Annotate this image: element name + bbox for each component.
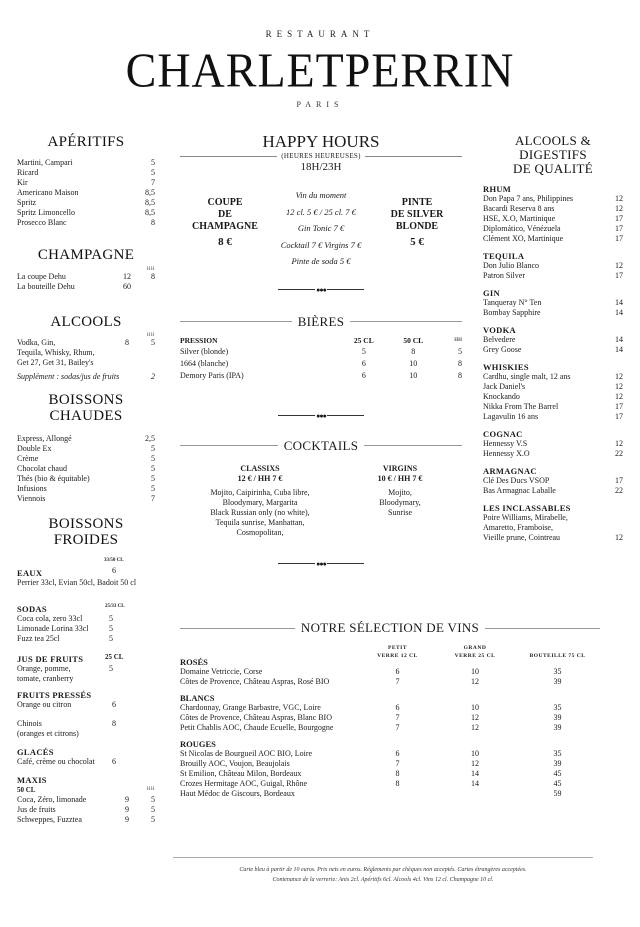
divider-line [173,857,593,858]
boissons-froides-title: BOISSONS FROIDES [48,516,124,548]
wines-header: PETIT VERRE 12 CL GRAND VERRE 25 CL BOUTEILLE 75 CL [377,645,586,659]
eaux-section: 33/50 CL EAUX 6 Perrier 33cl, Evian 50cl, Badoit 50 cl [17,560,155,588]
happy-hours-time: 18H/23H [300,161,342,173]
menu-item-line: Tequila, Whisky, Rhum, [17,348,95,357]
right-column [483,130,623,543]
table-row: Haut Médoc de Giscours, Bordeaux 59 [180,789,562,798]
menu-item: Viennois 7 [17,494,155,503]
hh-column-label: HH [146,333,155,338]
menu-item: Express, Allongé 2,5 [17,434,155,443]
menu-item: Chocolat chaud 5 [17,464,155,473]
menu-item: Schweppes, Fuzztea 9 5 [17,815,155,824]
menu-item: Coca cola, zero 33cl 5 [17,614,113,623]
table-row: Côtes de Provence, Château Aspras, Rosé BIO 7 12 39 [180,677,562,686]
menu-item: Bas Armagnac Laballe 22 [483,486,623,495]
menu-item: HSE, X.O, Martinique 17 [483,214,623,223]
menu-item: Nikka From The Barrel 17 [483,402,623,411]
menu-item: Bombay Sapphire 14 [483,308,623,317]
menu-item: Orange ou citron 6 [17,700,116,709]
offer-list: Vin du moment 12 cl. 5 € / 25 cl. 7 € Gin Tonic 7 € Cocktail 7 € Virgins 7 € Pinte de soda 5 € [280,190,362,266]
gin-group: GIN Tanqueray N° Ten 14 Bombay Sapphire 14 [483,288,623,317]
brand-city: PARIS [296,100,344,109]
happy-hours-section [180,133,462,294]
table-row: Domaine Vetriccie, Corse 6 10 35 [180,667,562,676]
vodka-group: VODKA Belvedere 14 Grey Goose 14 [483,325,623,354]
presses-section: FRUITS PRESSÉS Orange ou citron 6 Chinois 8 (oranges et citrons) [17,690,155,739]
wine-category-rouges: ROUGES [180,739,216,749]
armagnac-group: ARMAGNAC Clé Des Ducs VSOP 17 Bas Armagnac Laballe 22 [483,466,623,495]
menu-item: Jus de fruits 9 5 [17,805,155,814]
table-row: Demory Paris (IPA) 6 10 8 [180,370,462,380]
divider-line [180,321,292,322]
menu-item: Bacardi Reserva 8 ans 12 [483,204,623,213]
maxis-section: MAXIS 50 CL HH Coca, Zéro, limonade 9 5 Jus de fruits 9 5 Schweppes, Fuzztea 9 5 [17,775,155,824]
menu-item: Cardhu, single malt, 12 ans 12 [483,372,623,381]
cognac-group: COGNAC Hennessy V.S 12 Hennessy X.O 22 [483,429,623,458]
divider-line [364,445,462,446]
divider-line [180,156,277,157]
digestifs-title: ALCOOLS & DIGESTIFS DE QUALITÉ [513,133,593,176]
menu-item: Vieille prune, Cointreau 12 [483,533,623,542]
eaux-desc: Perrier 33cl, Evian 50cl, Badoit 50 cl [17,578,137,587]
menu-item: Ricard 5 [17,168,155,177]
middle-column [180,130,462,568]
menu-item: Spritz Limoncello 8,5 [17,208,155,217]
menu-item: Grey Goose 14 [483,345,623,354]
cocktails-virgins: VIRGINS 10 € / HH 7 € Mojito, Bloodymary, Sunrise [377,463,423,517]
bieres-section [180,314,462,420]
happy-hours-subtitle: (HEURES HEUREUSES) [281,152,361,160]
table-row: Crozes Hermitage AOC, Guigal, Rhône 8 14 45 [180,779,562,788]
footer [173,857,593,885]
supplement-item: Supplément : sodas/jus de fruits 2 [17,372,155,381]
menu-item: Jack Daniel's 12 [483,382,623,391]
divider-line [180,628,295,629]
menu-item: Patron Silver 17 [483,271,623,280]
menu-item: Don Julio Blanco 12 [483,261,623,270]
menu-item: Diplomático, Vénézuela 17 [483,224,623,233]
menu-item: Limonade Lorina 33cl 5 [17,624,113,633]
bieres-table: PRESSION 25 CL 50 CL HH Silver (blonde) 5 8 5 1664 (blanche) 6 10 8 Demory Paris (IPA) 6 10 8 [180,335,462,380]
ornament-divider-icon: ●●● [278,560,364,568]
offer-pinte: PINTE DE SILVER BLONDE 5 € [390,197,444,248]
menu-item-line: Get 27, Get 31, Bailey's [17,358,94,367]
cocktails-classics: CLASSIXS 12 € / HH 7 € Mojito, Caipirinha, Cuba libre, Bloodymary, Margarita Black Russian only (no white), Tequila sunrise, Manhattan, Cosmopolitan, [210,463,310,537]
wine-category-blancs: BLANCS [180,693,215,703]
menu-item: Coca, Zéro, limonade 9 5 [17,795,155,804]
sodas-section: SODAS 25/33 CL Coca cola, zero 33cl 5 Limonade Lorina 33cl 5 Fuzz tea 25cl 5 [17,602,155,644]
brand-name: CHARLETPERRIN [125,43,515,98]
bieres-title: BIÈRES [297,313,345,329]
aperitifs-list [17,158,155,228]
menu-item: Tanqueray N° Ten 14 [483,298,623,307]
menu-item: Double Ex 5 [17,444,155,453]
menu-item: Clé Des Ducs VSOP 17 [483,476,623,485]
table-row: Chardonnay, Grange Barbastre, VGC, Loire 6 10 35 [180,703,562,712]
menu-item: Crème 5 [17,454,155,463]
cocktails-title: COCKTAILS [283,437,359,453]
menu-item: Infusions 5 [17,484,155,493]
menu-item: Thés (bio & équitable) 5 [17,474,155,483]
wines-title: NOTRE SÉLECTION DE VINS [300,620,480,635]
menu-item: Fuzz tea 25cl 5 [17,634,113,643]
table-row: Côtes de Provence, Château Aspras, Blanc BIO 7 12 39 [180,713,562,722]
cocktails-section [180,438,462,568]
table-row: St Emilion, Château Milon, Bordeaux 8 14 45 [180,769,562,778]
menu-item: Don Papa 7 ans, Philippines 12 [483,194,623,203]
menu-item: Vodka, Gin, 8 5 [17,338,155,347]
menu-item: Clément XO, Martinique 17 [483,234,623,243]
table-row: 1664 (blanche) 6 10 8 [180,358,462,368]
menu-item: Prosecco Blanc 8 [17,218,155,227]
happy-hours-title: HAPPY HOURS [262,132,380,151]
menu-item: Chinois 8 [17,719,116,728]
menu-item: La bouteille Dehu 60 [17,282,131,291]
menu-item: La coupe Dehu 12 8 [17,272,155,281]
menu-item: Martini, Campari 5 [17,158,155,167]
menu-item: Hennessy X.O 22 [483,449,623,458]
alcools-title: ALCOOLS [50,314,122,330]
divider-line [485,628,600,629]
ornament-divider-icon: ●●● [278,286,364,294]
divider-line [180,445,278,446]
inclassables-group: LES INCLASSABLES Poire Williams, Mirabelle, Amaretto, Framboise, Vieille prune, Cointreau 12 [483,503,623,542]
menu-item: Americano Maison 8,5 [17,188,155,197]
ornament-divider-icon: ●●● [278,412,364,420]
footer-note: Carte bleu à partir de 10 euros. Prix nets en euros. Réglements par chèques non acceptés. Cartes étrangères acceptées. Contenance de la verrerie: Anis 2cl. Apéritifs 6cl. Alcools 4cl. Vins 12 cl. Champagne 10 cl. [239,867,527,883]
tequila-group: TEQUILA Don Julio Blanco 12 Patron Silver 17 [483,251,623,280]
left-column [17,130,155,825]
menu-item: Belvedere 14 [483,335,623,344]
menu-item: Café, crème ou chocolat 6 [17,757,116,766]
brand-restaurant-label: RESTAURANT [265,29,375,39]
eaux-size: 33/50 CL [104,558,124,563]
wines-section [180,620,600,799]
whiskies-group: WHISKIES Cardhu, single malt, 12 ans 12 Jack Daniel's 12 Knockando 12 Nikka From The Barrel 17 Lagavulin 16 ans 17 [483,362,623,421]
divider-line [350,321,462,322]
divider-line [365,156,462,157]
menu-item: Hennessy V.S 12 [483,439,623,448]
table-row: St Nicolas de Bourgueil AOC BIO, Loire 6 10 35 [180,749,562,758]
wine-category-roses: ROSÉS [180,657,208,667]
glaces-section: GLACÉS Café, crème ou chocolat 6 [17,747,155,767]
menu-item: Kir 7 [17,178,155,187]
eaux-title: EAUX [17,568,43,578]
table-row: Brouilly AOC, Voujon, Beaujolais 7 12 39 [180,759,562,768]
aperitifs-title: APÉRITIFS [47,134,125,150]
boissons-chaudes-title: BOISSONS CHAUDES [48,392,124,424]
menu-item: Lagavulin 16 ans 17 [483,412,623,421]
rhum-group: RHUM Don Papa 7 ans, Philippines 12 Bacardi Reserva 8 ans 12 HSE, X.O, Martinique 17 Diplomático, Vénézuela 17 Clément XO, Martinique 17 [483,184,623,243]
menu-item: Knockando 12 [483,392,623,401]
champagne-title: CHAMPAGNE [37,247,135,263]
menu-item: Spritz 8,5 [17,198,155,207]
table-row: Petit Chablis AOC, Chaude Ecuelle, Bourgogne 7 12 39 [180,723,562,732]
table-row: Silver (blonde) 5 8 5 [180,346,462,356]
jus-section: JUS DE FRUITS 25 CL Orange, pomme, 5 tomate, cranberry [17,653,124,683]
boissons-chaudes-list [17,434,155,504]
offer-champagne: COUPE DE CHAMPAGNE 8 € [192,197,258,248]
hh-column-label: HH [146,267,155,272]
